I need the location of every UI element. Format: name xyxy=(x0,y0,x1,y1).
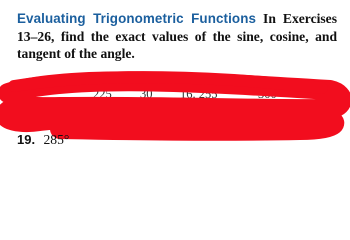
partial-fragment-4: 300 xyxy=(258,87,277,101)
partial-fragment-6: 12 xyxy=(66,121,79,135)
problem-angle: 285° xyxy=(43,132,70,147)
exercise-header xyxy=(17,10,337,63)
partial-fragment-3: 16. 255 xyxy=(180,87,218,101)
exercise-instructions: In Exercises 13–26, find the exact values of the sine, cosine, and tangent of the angle. xyxy=(17,11,338,61)
partial-fragment-1: 225 xyxy=(93,87,112,101)
partial-fragment-2: 30 xyxy=(140,87,153,101)
section-title: Evaluating Trigonometric Functions xyxy=(17,11,257,26)
problem-19 xyxy=(17,131,69,148)
problem-number: 19. xyxy=(17,132,36,147)
partial-fragment-5: 45° xyxy=(316,83,334,97)
red-marker-stroke xyxy=(5,81,341,131)
